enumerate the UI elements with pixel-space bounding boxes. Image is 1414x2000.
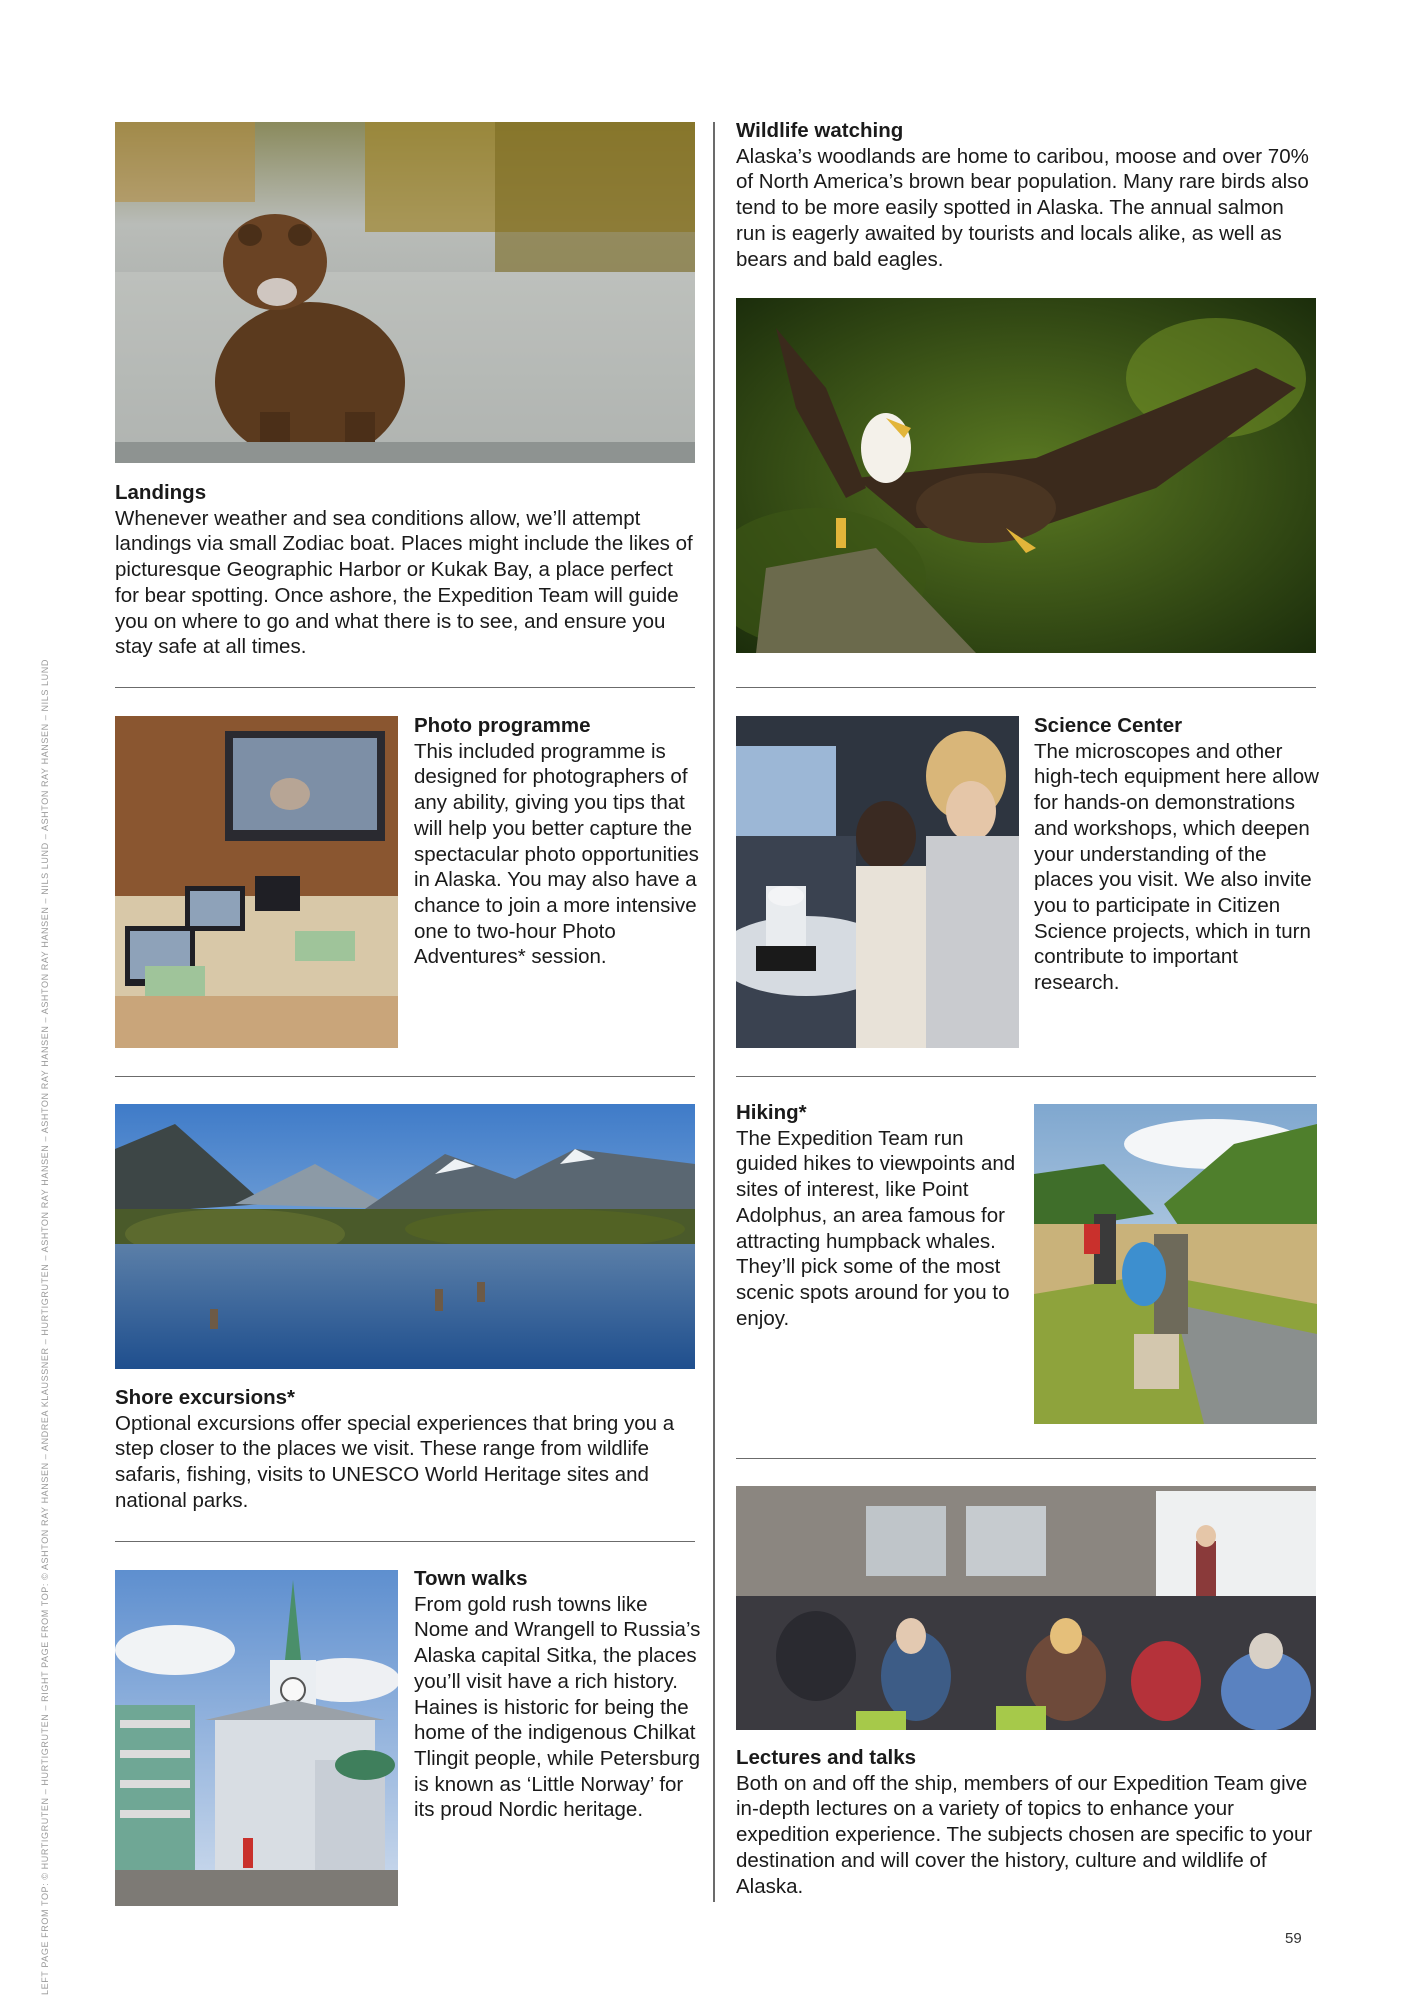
wildlife-section — [736, 118, 1316, 272]
town-walks-body: From gold rush towns like Nome and Wrangell to Russia’s Alaska capital Sitka, the places you’ll visit have a rich history. Haines is historic for being the home of the indigenous Chilkat Tlingit people, while Petersburg is known as ‘Little Norway’ for its proud Nordic heritage. — [414, 1592, 701, 1822]
science-center-section — [1034, 713, 1324, 996]
divider — [115, 687, 695, 688]
shore-excursions-title: Shore excursions* — [115, 1386, 296, 1409]
landings-section — [115, 480, 700, 660]
landings-body: Whenever weather and sea conditions allow, we’ll attempt landings via small Zodiac boat. Places might include the likes of picturesque Geographic Harbor or Kukak Bay, a place perfect for bear spotting. Once ashore, the Expedition Team will guide you on where to go and what there is to see, and ensure you stay safe at all times. — [115, 506, 693, 659]
photo-classroom-photo — [115, 716, 398, 1048]
science-center-photo — [736, 716, 1019, 1048]
bear-photo — [115, 122, 695, 463]
landings-title: Landings — [115, 481, 207, 504]
hiking-section — [736, 1100, 1026, 1331]
hiking-body: The Expedition Team run guided hikes to viewpoints and sites of interest, like Point Adolphus, an area famous for attracting humpback whales. They’ll pick some of the most scenic spots around for you to enjoy. — [736, 1126, 1016, 1330]
divider — [736, 1458, 1316, 1459]
wildlife-title: Wildlife watching — [736, 119, 904, 142]
column-divider — [713, 122, 715, 1902]
science-center-title: Science Center — [1034, 714, 1183, 737]
photo-programme-body: This included programme is designed for photographers of any ability, giving you tips that will help you better capture the spectacular photo opportunities in Alaska. You may also have a chance to join a more intensive one to two-hour Photo Adventures* session. — [414, 739, 699, 969]
wildlife-body: Alaska’s woodlands are home to caribou, moose and over 70% of North America’s brown bear population. Many rare birds also tend to be more easily spotted in Alaska. The annual salmon run is eagerly awaited by tourists and locals alike, as well as bears and bald eagles. — [736, 144, 1309, 271]
page-number: 59 — [1285, 1930, 1302, 1947]
science-center-body: The microscopes and other high-tech equipment here allow for hands-on demonstrations and workshops, which deepen your understanding of the places you visit. We also invite you to participate in Citizen Science projects, which in turn contribute to important research. — [1034, 739, 1319, 995]
town-walks-title: Town walks — [414, 1567, 528, 1590]
lectures-body: Both on and off the ship, members of our Expedition Team give in-depth lectures on a variety of topics to enhance your expedition experience. The subjects chosen are specific to your destination and will cover the history, culture and wildlife of Alaska. — [736, 1771, 1313, 1898]
photo-programme-title: Photo programme — [414, 714, 591, 737]
lecture-hall-photo — [736, 1486, 1316, 1730]
photo-programme-section — [414, 713, 704, 970]
photo-credit: LEFT PAGE FROM TOP: © HURTIGRUTEN – HURTIGRUTEN – RIGHT PAGE FROM TOP: © ASHTON RAY HANSEN – ANDREA KLAUSSNER – HURTIGRUTEN – ASHTON RAY HANSEN – ASHTON RAY HANSEN – ASHTON RAY HANSEN – NILS LUND – ASHTON RAY HANSEN – NILS LUND — [40, 659, 50, 1995]
church-photo — [115, 1570, 398, 1906]
town-walks-section — [414, 1566, 704, 1823]
hiking-title: Hiking* — [736, 1101, 807, 1124]
divider — [736, 687, 1316, 688]
shore-excursions-section — [115, 1385, 700, 1514]
hikers-photo — [1034, 1104, 1317, 1424]
divider — [115, 1076, 695, 1077]
fishing-lake-photo — [115, 1104, 695, 1369]
divider — [736, 1076, 1316, 1077]
lectures-section — [736, 1745, 1321, 1899]
divider — [115, 1541, 695, 1542]
shore-excursions-body: Optional excursions offer special experiences that bring you a step closer to the places we visit. These range from wildlife safaris, fishing, visits to UNESCO World Heritage sites and national parks. — [115, 1411, 675, 1512]
eagle-photo — [736, 298, 1316, 653]
lectures-title: Lectures and talks — [736, 1746, 917, 1769]
